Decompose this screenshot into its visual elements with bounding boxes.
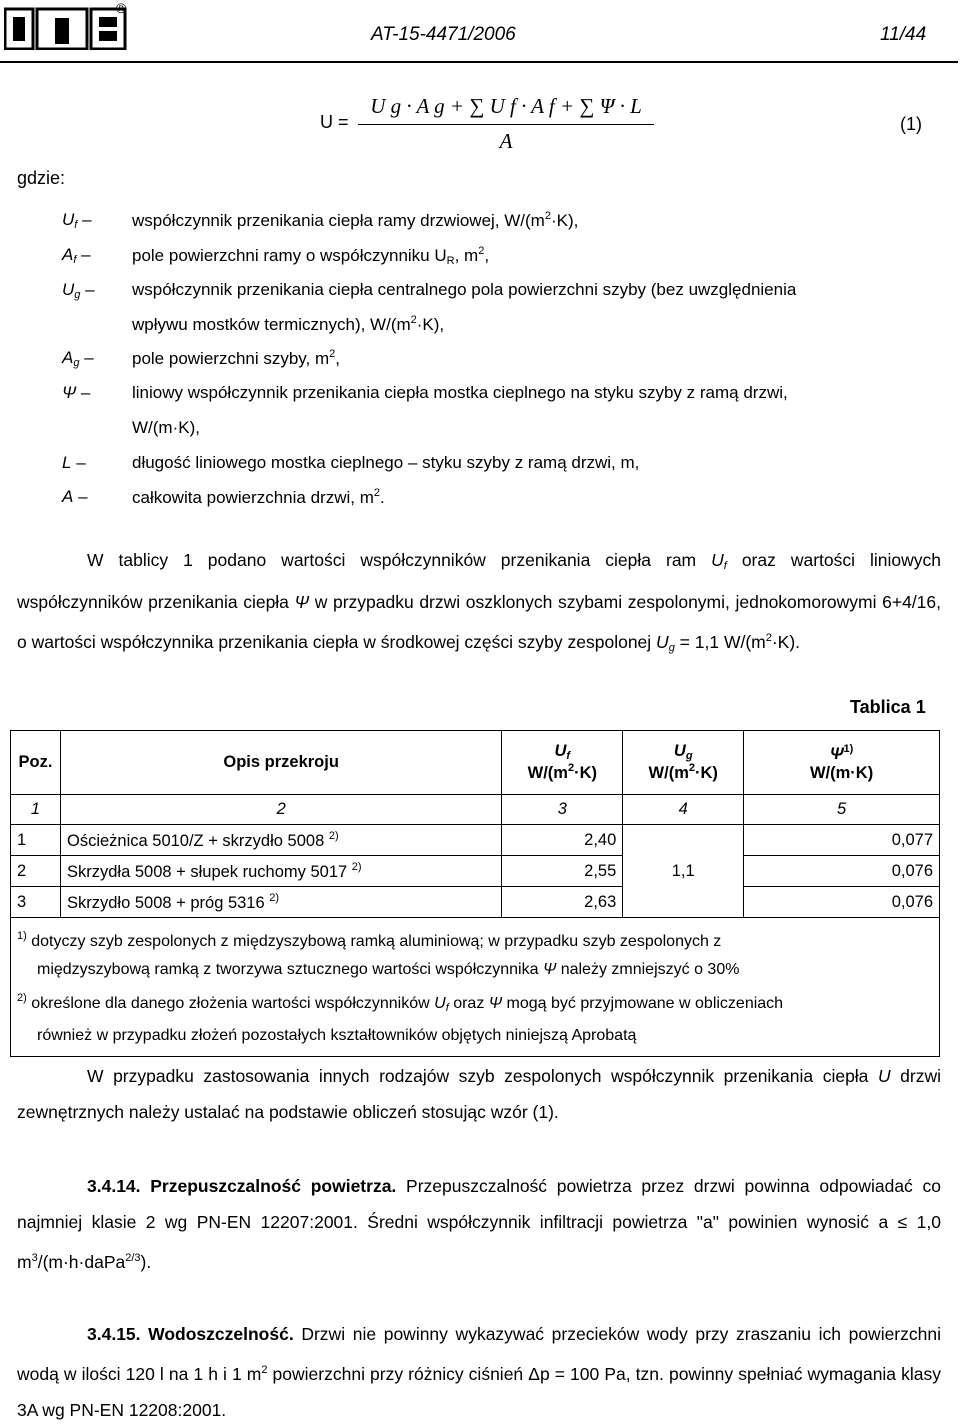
header-psi: $\Psi^{1)}$ W/(m·K) xyxy=(744,731,940,795)
symbol-af: $A_f$ – xyxy=(62,245,91,266)
footnote-2-cont: również w przypadku złożeń pozostałych kształtowników objętych niniejszą Aprobatą xyxy=(37,1027,637,1044)
paragraph-table-intro: W tablicy 1 podano wartości współczynników przenikania ciepła ram $U_f$ oraz wartości liniowych współczynników przenikania ciepła Ψ w przypadku drzwi oszklonych szybami zespolonymi, jednokomorowymi 6+4/16, o wartości współczynnika przenikania ciepła w środkowej części szyby zespolonej $U_g = 1,1$ $W/(m^2\cdot K)$. xyxy=(17,550,942,654)
uf-cell: 2,63 xyxy=(502,887,623,918)
header-rule xyxy=(0,61,958,63)
footnote-1-cont: międzyszybową ramką z tworzywa sztucznego wartości współczynnika Ψ należy zmniejszyć o 30% xyxy=(37,961,740,978)
ug-cell: 1,1 xyxy=(623,825,744,918)
table-row xyxy=(11,856,940,887)
equation-number: (1) xyxy=(900,114,922,134)
opis-cell: Skrzydła 5008 + słupek ruchomy 5017 $^{2)}$ xyxy=(60,856,501,887)
symbol-ag-desc: pole powierzchni szyby, $m^2$, xyxy=(132,348,341,368)
symbol-af-desc: pole powierzchni ramy o współczynniku $U_R$, $m^2$, xyxy=(132,245,490,267)
symbol-uf-desc: współczynnik przenikania ciepła ramy drzwiowej, $W/(m^2\cdot K)$, xyxy=(132,210,579,230)
section-3-4-15-heading: 3.4.15. Wodoszczelność. xyxy=(87,1324,294,1344)
table-row xyxy=(11,887,940,918)
symbol-psi-desc: liniowy współczynnik przenikania ciepła mostka cieplnego na styku szyby z ramą drzwi, xyxy=(132,383,788,402)
poz-cell: 3 xyxy=(11,887,61,918)
symbol-ug-desc: współczynnik przenikania ciepła centralnego pola powierzchni szyby (bez uwzględnienia xyxy=(132,280,797,299)
poz-cell: 2 xyxy=(11,856,61,887)
psi-cell: 0,077 xyxy=(744,825,940,856)
symbol-ag: $A_g$ – xyxy=(62,348,94,369)
section-3-4-15: 3.4.15. Wodoszczelność. Drzwi nie powinny wykazywać przecieków wody przy zraszaniu ich powierzchni wodą w ilości 120 l na 1 h i 1 $m^2$ powierzchni przy różnicy ciśnień Δp = 100 Pa, tzn. powinny spełniać wymagania klasy 3A wg PN-EN 12208:2001. xyxy=(17,1324,941,1420)
symbol-ug-desc-cont: wpływu mostków termicznych), $W/(m^2\cdot K)$, xyxy=(132,314,445,334)
symbol-a-desc: całkowita powierzchnia drzwi, $m^2$. xyxy=(132,487,385,507)
section-3-4-14-heading: 3.4.14. Przepuszczalność powietrza. xyxy=(87,1176,397,1196)
formula-denominator: A xyxy=(499,129,513,153)
symbol-ug: $U_g$ – xyxy=(62,280,95,301)
header-uf: $U_f$ $W/(m^2\cdot K)$ xyxy=(502,731,623,795)
footnote-2: $^{2)}$ określone dla danego złożenia wartości współczynników $U_f$ oraz Ψ mogą być przyjmowane w obliczeniach xyxy=(17,992,784,1014)
numbering-row xyxy=(11,795,940,825)
table-row xyxy=(11,825,940,856)
opis-cell: Ościeżnica 5010/Z + skrzydło 5008 $^{2)}$ xyxy=(60,825,501,856)
table-header-row xyxy=(11,731,940,795)
opis-cell: Skrzydło 5008 + próg 5316 $^{2)}$ xyxy=(60,887,501,918)
where-label: gdzie: xyxy=(17,168,66,188)
header-ug: $U_g$ $W/(m^2\cdot K)$ xyxy=(623,731,744,795)
num-cell: 1 xyxy=(11,795,61,825)
num-cell: 4 xyxy=(623,795,744,825)
formula-numerator: U g · A g + ∑ U f · A f + ∑ Ψ · L xyxy=(370,94,642,118)
num-cell: 3 xyxy=(502,795,623,825)
footnotes-row xyxy=(11,918,940,1057)
thermal-table xyxy=(10,730,940,1057)
symbol-uf: $U_f$ – xyxy=(62,210,92,231)
formula-lhs: U = xyxy=(320,112,349,132)
psi-cell: 0,076 xyxy=(744,887,940,918)
psi-cell: 0,076 xyxy=(744,856,940,887)
footnote-1: $^{1)}$ dotyczy szyb zespolonych z międzyszybową ramką aluminiową; w przypadku szyb zespolonych z xyxy=(17,930,722,950)
symbol-l-desc: długość liniowego mostka cieplnego – styku szyby z ramą drzwi, m, xyxy=(132,453,640,472)
num-cell: 2 xyxy=(60,795,501,825)
symbol-psi-desc-cont: W/(m·K), xyxy=(132,418,200,437)
symbol-a: A – xyxy=(62,487,88,506)
uf-cell: 2,40 xyxy=(502,825,623,856)
poz-cell: 1 xyxy=(11,825,61,856)
paragraph-other-glazing: W przypadku zastosowania innych rodzajów szyb zespolonych współczynnik przenikania ciepła U drzwi zewnętrznych należy ustalać na podstawie obliczeń stosując wzór (1). xyxy=(17,1066,941,1122)
document-id: AT-15-4471/2006 xyxy=(371,24,516,45)
formula-fraction xyxy=(358,88,654,157)
num-cell: 5 xyxy=(744,795,940,825)
symbol-psi: Ψ – xyxy=(62,383,91,402)
section-3-4-14: 3.4.14. Przepuszczalność powietrza. Przepuszczalność powietrza przez drzwi powinna odpowiadać co najmniej klasie 2 wg PN-EN 12207:2001. Średni współczynnik infiltracji powietrza "a" powinien wynosić a ≤ 1,0 $m^3/(m\cdot h\cdot daPa^{2/3})$. xyxy=(17,1176,942,1272)
page-number: 11/44 xyxy=(880,24,927,45)
symbol-l: L – xyxy=(62,453,86,472)
table-caption: Tablica 1 xyxy=(850,697,926,717)
registered-mark: ® xyxy=(116,0,127,16)
itb-logo xyxy=(4,0,144,48)
uf-cell: 2,55 xyxy=(502,856,623,887)
table-footnotes xyxy=(11,918,940,1057)
formula-1 xyxy=(320,88,660,158)
header-poz: Poz. xyxy=(11,731,61,795)
header-opis: Opis przekroju xyxy=(60,731,501,795)
